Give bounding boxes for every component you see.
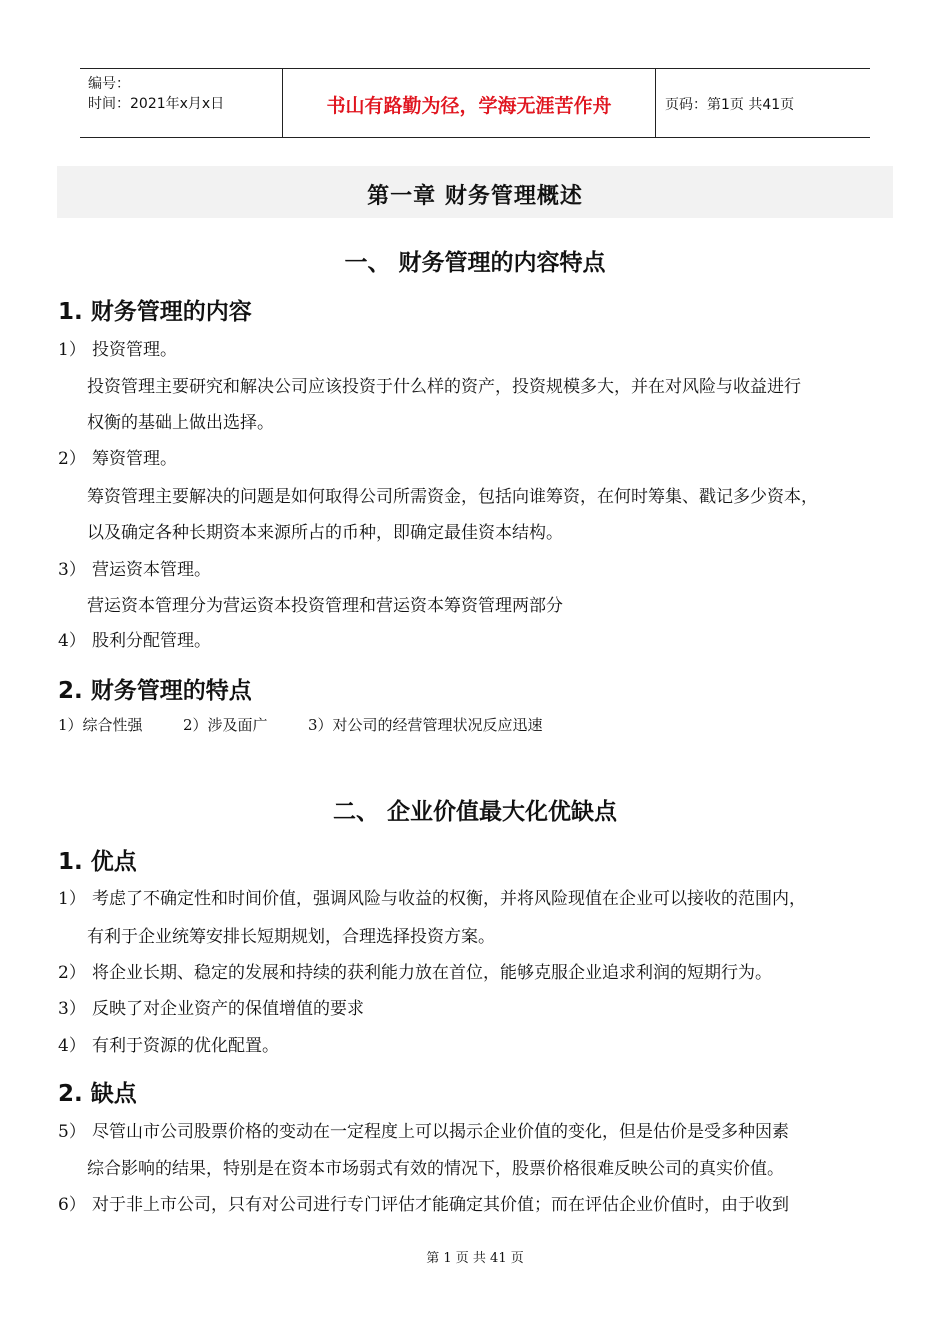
feature-item: 3）对公司的经营管理状况反应迅速 bbox=[308, 716, 543, 734]
item-number: 1） bbox=[58, 340, 86, 360]
list-item bbox=[58, 1031, 279, 1056]
item-number: 4） bbox=[58, 1036, 86, 1056]
item-label: 对于非上市公司，只有对公司进行专门评估才能确定其价值；而在评估企业价值时，由于收到 bbox=[92, 1195, 789, 1215]
list-item bbox=[58, 626, 211, 651]
item-label: 将企业长期、稳定的发展和持续的获利能力放在首位，能够克服企业追求利润的短期行为。 bbox=[92, 963, 772, 983]
item-number: 3） bbox=[58, 999, 86, 1019]
document-header bbox=[80, 68, 870, 138]
feature-item: 2）涉及面广 bbox=[183, 716, 268, 734]
header-motto-cell bbox=[282, 69, 656, 137]
list-item bbox=[58, 555, 211, 580]
item-label: 反映了对企业资产的保值增值的要求 bbox=[92, 999, 364, 1019]
item-number: 2） bbox=[58, 963, 86, 983]
paragraph-line: 营运资本管理分为营运资本投资管理和营运资本筹资管理两部分 bbox=[87, 596, 563, 616]
list-item bbox=[58, 335, 177, 360]
header-page-cell bbox=[655, 69, 870, 137]
list-item bbox=[58, 1190, 789, 1215]
list-item bbox=[58, 994, 364, 1019]
item-label: 筹资管理。 bbox=[92, 449, 177, 469]
paragraph-line: 以及确定各种长期资本来源所占的币种，即确定最佳资本结构。 bbox=[87, 523, 563, 543]
list-item bbox=[58, 958, 772, 983]
list-item bbox=[58, 884, 806, 909]
item-number: 6） bbox=[58, 1195, 86, 1215]
feature-list bbox=[58, 714, 543, 735]
subsection-title: 1. 财务管理的内容 bbox=[58, 299, 252, 325]
item-number: 5） bbox=[58, 1122, 86, 1142]
item-number: 4） bbox=[58, 631, 86, 651]
date-label: 时间：2021年x月x日 bbox=[88, 96, 225, 112]
item-label: 有利于资源的优化配置。 bbox=[92, 1036, 279, 1056]
paragraph-line: 投资管理主要研究和解决公司应该投资于什么样的资产，投资规模多大，并在对风险与收益进行 bbox=[87, 377, 801, 397]
section-title: 一、 财务管理的内容特点 bbox=[344, 250, 606, 276]
paragraph-line: 筹资管理主要解决的问题是如何取得公司所需资金，包括向谁筹资，在何时筹集、戳记多少资本， bbox=[87, 487, 818, 507]
subsection-title: 1. 优点 bbox=[58, 849, 137, 875]
page-footer: 第 1 页 共 41 页 bbox=[426, 1251, 524, 1266]
paragraph-line: 权衡的基础上做出选择。 bbox=[87, 413, 274, 433]
motto: 书山有路勤为径，学海无涯苦作舟 bbox=[326, 95, 612, 117]
item-label: 营运资本管理。 bbox=[92, 560, 211, 580]
subsection-title: 2. 缺点 bbox=[58, 1081, 137, 1107]
paragraph-line: 综合影响的结果，特别是在资本市场弱式有效的情况下，股票价格很难反映公司的真实价值。 bbox=[87, 1159, 784, 1179]
header-meta-cell bbox=[80, 69, 282, 137]
item-number: 2） bbox=[58, 449, 86, 469]
page-info: 页码：第1页 共41页 bbox=[665, 97, 795, 113]
list-item bbox=[58, 444, 177, 469]
item-label: 股利分配管理。 bbox=[92, 631, 211, 651]
chapter-title: 第一章 财务管理概述 bbox=[367, 184, 583, 209]
serial-label: 编号： bbox=[88, 76, 130, 92]
feature-item: 1）综合性强 bbox=[58, 716, 143, 734]
item-number: 1） bbox=[58, 889, 86, 909]
item-label: 投资管理。 bbox=[92, 340, 177, 360]
list-item bbox=[58, 1117, 789, 1142]
item-label: 考虑了不确定性和时间价值，强调风险与收益的权衡，并将风险现值在企业可以接收的范围内， bbox=[92, 889, 806, 909]
item-label: 尽管山市公司股票价格的变动在一定程度上可以揭示企业价值的变化，但是估价是受多种因素 bbox=[92, 1122, 789, 1142]
chapter-band bbox=[57, 166, 893, 218]
subsection-title: 2. 财务管理的特点 bbox=[58, 678, 252, 704]
paragraph-line: 有利于企业统筹安排长短期规划，合理选择投资方案。 bbox=[87, 927, 495, 947]
section-title: 二、 企业价值最大化优缺点 bbox=[332, 799, 617, 825]
item-number: 3） bbox=[58, 560, 86, 580]
